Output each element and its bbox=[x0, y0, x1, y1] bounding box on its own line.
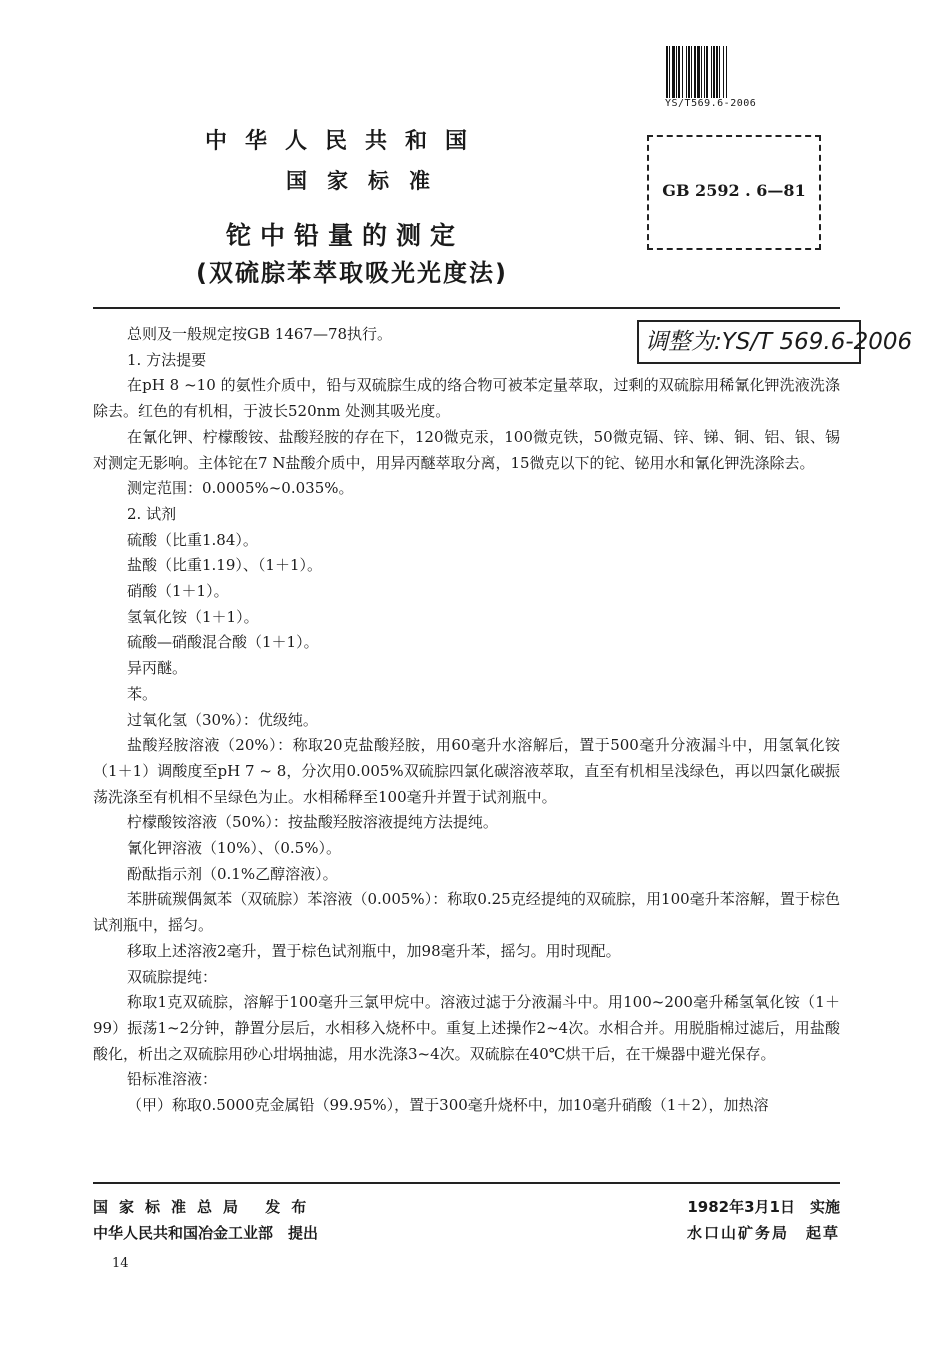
document-subtitle: (双硫腙苯萃取吸光光度法) bbox=[196, 259, 508, 287]
header-rule bbox=[93, 307, 840, 309]
paragraph: 在氰化钾、柠檬酸铵、盐酸羟胺的存在下，120微克汞，100微克铁，50微克镉、锌、锑、铜、铝、银、锡对测定无影响。主体铊在7 N盐酸介质中，用异丙醚萃取分离，15微克以下的铊、铋用水和氰化钾洗涤除去。 bbox=[93, 427, 840, 472]
country-heading: 中华人民共和国 bbox=[205, 129, 486, 154]
reagent-item: 苯。 bbox=[127, 684, 158, 703]
barcode-bar bbox=[727, 46, 728, 98]
reagent-item: 氢氧化铵（1＋1）。 bbox=[127, 607, 259, 626]
page-number: 14 bbox=[112, 1256, 129, 1271]
reagent-item: 氰化钾溶液（10%）、（0.5%）。 bbox=[127, 839, 341, 858]
proposer: 中华人民共和国冶金工业部 提出 bbox=[93, 1224, 319, 1242]
issuer: 国家标准总局 发布 bbox=[93, 1198, 318, 1216]
paragraph: 测定范围：0.0005%~0.035%。 bbox=[127, 479, 354, 498]
subheading: 铅标准溶液： bbox=[127, 1070, 218, 1089]
barcode bbox=[666, 46, 782, 98]
paragraph: （甲）称取0.5000克金属铅（99.95%），置于300毫升烧杯中，加10毫升硝酸（1＋2），加热溶 bbox=[127, 1096, 769, 1115]
barcode-id: YS/T569.6-2006 bbox=[665, 98, 757, 109]
reagent-item: 酚酞指示剂（0.1%乙醇溶液）。 bbox=[127, 864, 338, 883]
reagent-item: 柠檬酸铵溶液（50%）：按盐酸羟胺溶液提纯方法提纯。 bbox=[127, 813, 498, 832]
reagent-item: 硝酸（1＋1）。 bbox=[127, 582, 229, 601]
body-text bbox=[93, 322, 840, 1119]
reagent-item: 硫酸—硝酸混合酸（1＋1）。 bbox=[127, 633, 319, 652]
paragraph: 移取上述溶液2毫升，置于棕色试剂瓶中，加98毫升苯，摇匀。用时现配。 bbox=[127, 941, 621, 960]
reagent-item: 异丙醚。 bbox=[127, 659, 188, 678]
reagent-item: 硫酸（比重1.84）。 bbox=[127, 530, 258, 549]
section-heading: 1. 方法提要 bbox=[127, 350, 207, 369]
subheading: 双硫腙提纯： bbox=[127, 967, 218, 986]
reagent-item: 苯肼硫羰偶氮苯（双硫腙）苯溶液（0.005%）：称取0.25克经提纯的双硫腙，用100毫升苯溶解，置于棕色试剂瓶中，摇匀。 bbox=[93, 890, 840, 935]
effective-date: 1982年3月1日 实施 bbox=[687, 1198, 840, 1216]
paragraph: 称取1克双硫腙，溶解于100毫升三氯甲烷中。溶液过滤于分液漏斗中。用100~200毫升稀氢氧化铵（1＋99）振荡1~2分钟，静置分层后，水相移入烧杯中。重复上述操作2~4次。水相合并。用脱脂棉过滤后，用盐酸酸化，析出之双硫腙用砂心坩埚抽滤，用水洗涤3~4次。双硫腙在40℃烘干后，在干燥器中避光保存。 bbox=[93, 993, 840, 1063]
paragraph: 总则及一般规定按GB 1467—78执行。 bbox=[127, 325, 393, 343]
section-heading: 2. 试剂 bbox=[127, 504, 177, 523]
reagent-item: 盐酸（比重1.19）、（1＋1）。 bbox=[127, 556, 322, 575]
reagent-item: 过氧化氢（30%）：优级纯。 bbox=[127, 710, 318, 729]
drafter: 水口山矿务局 起草 bbox=[686, 1224, 840, 1242]
paragraph: 在pH 8 ~10 的氨性介质中，铅与双硫腙生成的络合物可被苯定量萃取，过剩的双硫腙用稀氰化钾洗液洗涤除去。红色的有机相，于波长520nm 处测其吸光度。 bbox=[93, 376, 840, 421]
footer-rule bbox=[93, 1182, 840, 1184]
standard-code: GB 2592 . 6—81 bbox=[662, 181, 806, 200]
revision-stamp: 调整为:YS/T 569.6-2006 bbox=[637, 320, 861, 364]
reagent-item: 盐酸羟胺溶液（20%）：称取20克盐酸羟胺，用60毫升水溶解后，置于500毫升分液漏斗中，用氢氧化铵（1＋1）调酸度至pH 7 ~ 8，分次用0.005%双硫腙四氯化碳溶液萃取，直至有机相呈浅绿色，再以四氯化碳振荡洗涤至有机相不呈绿色为止。水相稀释至100毫升并置于试剂瓶中。 bbox=[93, 736, 840, 806]
document-title: 铊中铅量的测定 bbox=[226, 221, 465, 250]
standard-type-heading: 国家标准 bbox=[286, 169, 450, 193]
